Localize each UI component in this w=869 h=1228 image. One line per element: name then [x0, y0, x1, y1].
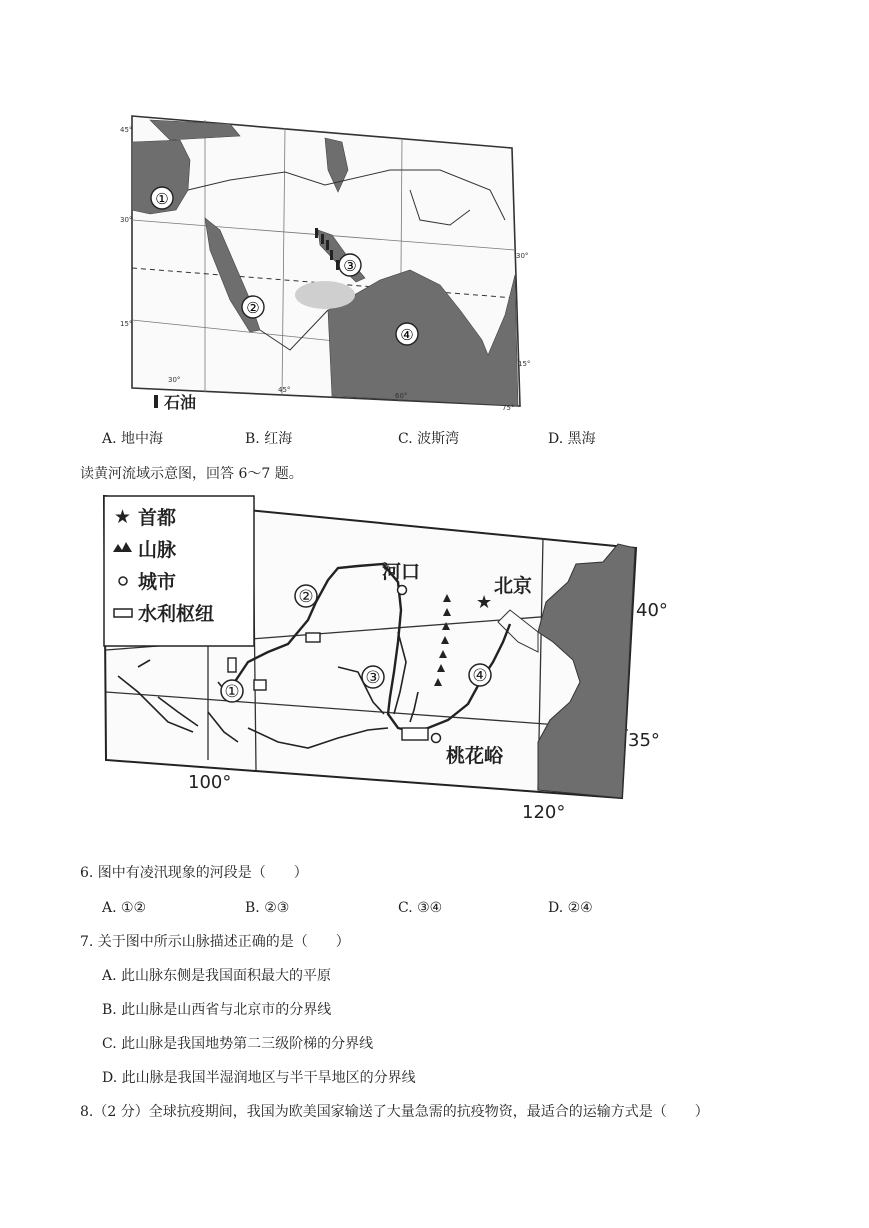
map1-label-4 — [396, 323, 418, 345]
city-hekou: 河口 — [382, 561, 421, 583]
q7-stem: 7. 关于图中所示山脉描述正确的是（ ） — [80, 934, 350, 950]
intro-text: 读黄河流域示意图，回答 6～7 题。 — [80, 466, 303, 482]
svg-text:③: ③ — [343, 257, 357, 275]
svg-text:45°: 45° — [120, 126, 133, 134]
q7-option-b: B. 此山脉是山西省与北京市的分界线 — [102, 1002, 332, 1018]
svg-text:30°: 30° — [516, 252, 529, 260]
q6-stem: 6. 图中有凌汛现象的河段是（ ） — [80, 865, 308, 881]
map1-label-2 — [242, 296, 264, 318]
svg-text:45°: 45° — [278, 386, 291, 394]
svg-text:②: ② — [298, 587, 314, 607]
svg-text:15°: 15° — [120, 320, 133, 328]
q6-option-c: C. ③④ — [398, 900, 443, 916]
q7-option-c: C. 此山脉是我国地势第二三级阶梯的分界线 — [102, 1036, 374, 1052]
svg-text:④: ④ — [400, 326, 414, 344]
svg-text:30°: 30° — [120, 216, 133, 224]
city-taohuayu: 桃花峪 — [446, 745, 504, 767]
taohuayu-city-icon — [432, 734, 441, 743]
lon-120: 120° — [522, 802, 566, 823]
q5-option-a: A. 地中海 — [102, 431, 164, 447]
svg-text:①: ① — [155, 190, 169, 208]
beijing-star-icon: ★ — [476, 592, 493, 613]
q8-stem: 8.（2 分）全球抗疫期间，我国为欧美国家输送了大量急需的抗疫物资，最适合的运输方式是（ ） — [80, 1104, 709, 1120]
map2-label-2 — [295, 585, 317, 607]
oil-icon — [154, 395, 158, 408]
legend-mountain: 山脉 — [138, 539, 177, 561]
q7-option-a: A. 此山脉东侧是我国面积最大的平原 — [102, 968, 332, 984]
map2-label-4 — [469, 664, 491, 686]
legend-hydro: 水利枢纽 — [138, 603, 215, 625]
svg-text:②: ② — [246, 299, 260, 317]
middle-east-map — [110, 110, 540, 420]
svg-text:①: ① — [224, 682, 240, 702]
capital-icon: ★ — [114, 506, 132, 528]
svg-text:④: ④ — [472, 666, 488, 686]
map2-label-1 — [221, 680, 243, 702]
q6-option-b: B. ②③ — [245, 900, 290, 916]
q7-option-d: D. 此山脉是我国半湿润地区与半干旱地区的分界线 — [102, 1070, 416, 1086]
q6-option-d: D. ②④ — [548, 900, 593, 916]
q5-option-c: C. 波斯湾 — [398, 431, 460, 447]
hekou-city-icon — [398, 586, 407, 595]
city-beijing: 北京 — [494, 575, 533, 597]
svg-text:30°: 30° — [168, 376, 181, 384]
yellow-river-map — [98, 492, 668, 832]
svg-text:60°: 60° — [395, 392, 408, 400]
oil-legend-label: 石油 — [164, 393, 197, 412]
svg-text:15°: 15° — [518, 360, 531, 368]
svg-text:75°: 75° — [502, 404, 515, 412]
lon-100: 100° — [188, 772, 232, 793]
lat-35: 35° — [628, 730, 660, 751]
q5-option-b: B. 红海 — [245, 431, 293, 447]
map1-label-1 — [151, 187, 173, 209]
legend-capital: 首都 — [138, 507, 177, 529]
svg-text:③: ③ — [365, 668, 381, 688]
q5-option-d: D. 黑海 — [548, 431, 596, 447]
q6-option-a: A. ①② — [102, 900, 147, 916]
map1-label-3 — [339, 254, 361, 276]
lat-40: 40° — [636, 600, 668, 621]
map2-label-3 — [362, 666, 384, 688]
legend-city: 城市 — [138, 571, 177, 593]
